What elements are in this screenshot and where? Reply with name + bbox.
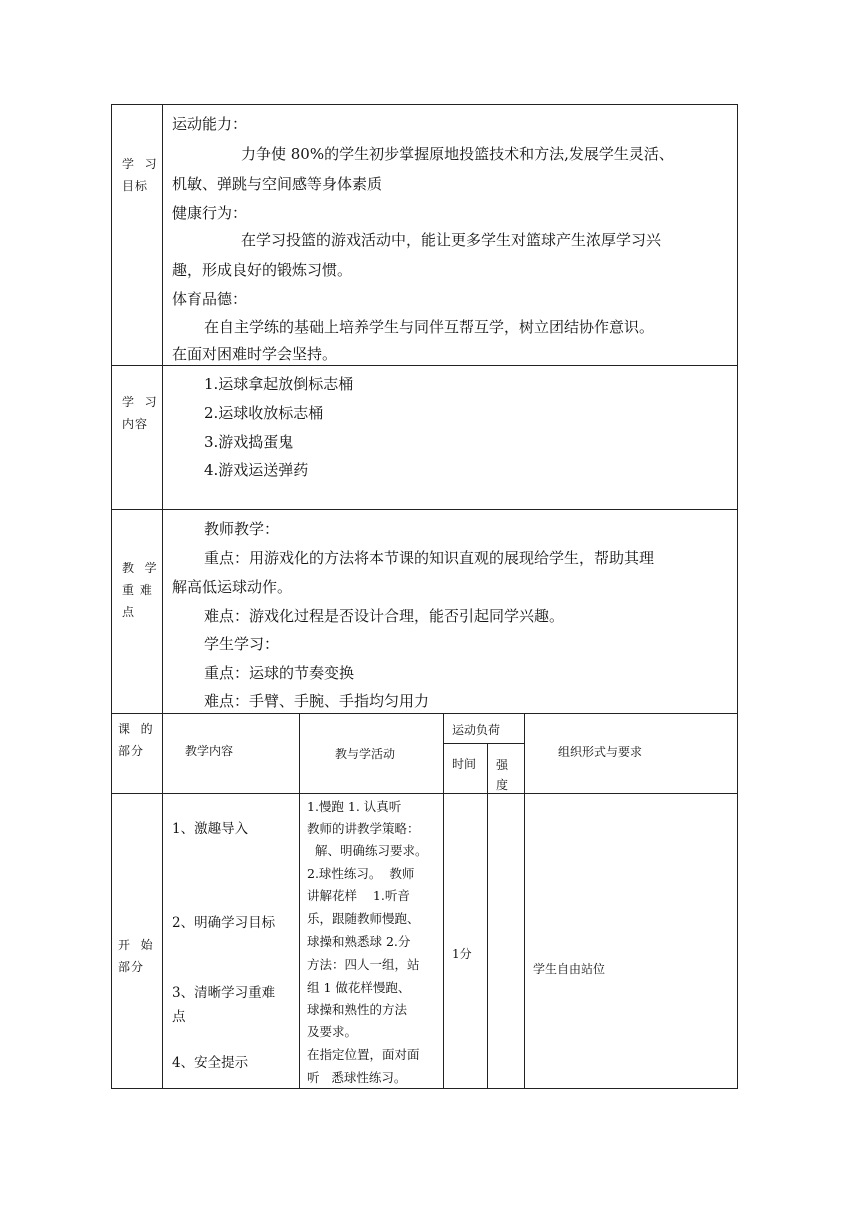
label-line: 教 学 [122, 561, 158, 575]
label-line: 强 [496, 758, 509, 772]
label-line: 学 习 [122, 395, 158, 409]
label-line: 开 始 [118, 938, 154, 952]
activity-line: 1.慢跑 1. 认真听 [307, 799, 402, 814]
activity-line: 教师的讲教学策略： [307, 821, 420, 836]
label-line: 内容 [122, 417, 149, 431]
activity-line: 球操和熟悉球 2.分 [307, 934, 411, 949]
activity-line: 在指定位置，面对面 [307, 1047, 420, 1062]
content-item: 1.运球拿起放倒标志桶 [204, 375, 354, 393]
content-item: 3.游戏捣蛋鬼 [204, 433, 294, 451]
row-org: 学生自由站位 [533, 962, 606, 976]
activity-line: 方法：四人一组，站 [307, 957, 420, 972]
header-load: 运动负荷 [452, 723, 501, 737]
divider [111, 509, 738, 510]
objectives-line: 趣，形成良好的锻炼习惯。 [172, 261, 353, 279]
divider [111, 713, 738, 714]
activity-line: 解、明确练习要求。 [307, 843, 428, 858]
activity-line: 及要求。 [307, 1024, 358, 1039]
objectives-line: 在自主学练的基础上培养学生与同伴互帮互学，树立团结协作意识。 [204, 318, 655, 336]
activity-line: 乐，跟随教师慢跑、 [307, 911, 420, 926]
label-line: 目标 [122, 179, 149, 193]
activity-line: 2.球性练习。 教师 [307, 866, 415, 881]
divider [487, 743, 488, 1089]
activity-line: 球操和熟性的方法 [307, 1002, 408, 1017]
objectives-line: 在学习投篮的游戏活动中，能让更多学生对篮球产生浓厚学习兴 [241, 231, 662, 249]
content-item: 1、激趣导入 [172, 821, 249, 837]
content-item: 4、安全提示 [172, 1055, 249, 1071]
row-part [118, 934, 154, 978]
content-item: 2、明确学习目标 [172, 915, 276, 931]
header-part [118, 718, 154, 762]
content-item: 点 [172, 1009, 186, 1025]
activity-line: 组 1 做花样慢跑、 [307, 980, 411, 995]
content-item: 3、清晰学习重难 [172, 985, 276, 1001]
label-line: 课 的 [118, 722, 154, 736]
content-label [122, 391, 158, 435]
keypoints-line: 解高低运球动作。 [172, 578, 293, 596]
header-content: 教学内容 [185, 744, 234, 758]
activity-line: 讲解花样 1.听音 [307, 888, 410, 903]
content-item: 2.运球收放标志桶 [204, 404, 324, 422]
objectives-line: 运动能力： [172, 115, 248, 133]
divider [299, 713, 300, 1089]
objectives-line: 健康行为： [172, 204, 248, 222]
divider [443, 713, 444, 1089]
keypoints-line: 难点：游戏化过程是否设计合理，能否引起同学兴趣。 [204, 607, 565, 625]
label-line: 度 [496, 778, 509, 792]
keypoints-line: 难点：手臂、手腕、手指均匀用力 [204, 692, 430, 710]
keypoints-line: 教师教学： [204, 520, 280, 538]
objectives-line: 力争使 80%的学生初步掌握原地投篮技术和方法,发展学生灵活、 [241, 145, 674, 163]
label-line: 学 习 [122, 157, 158, 171]
objectives-line: 体育品德： [172, 290, 248, 308]
content-item: 4.游戏运送弹药 [204, 461, 309, 479]
row-time: 1分 [452, 947, 472, 961]
keypoints-label [122, 557, 158, 623]
header-intensity [496, 755, 508, 795]
label-line: 部分 [118, 960, 145, 974]
keypoints-line: 学生学习： [204, 635, 280, 653]
divider [524, 713, 525, 1089]
divider [443, 743, 525, 744]
activity-line: 听 悉球性练习。 [307, 1070, 407, 1085]
label-line: 部分 [118, 744, 145, 758]
header-time: 时间 [452, 757, 477, 771]
header-activity: 教与学活动 [335, 747, 396, 761]
header-org: 组织形式与要求 [558, 745, 643, 759]
divider [111, 793, 738, 794]
keypoints-line: 重点：用游戏化的方法将本节课的知识直观的展现给学生，帮助其理 [204, 549, 655, 567]
objectives-label [122, 153, 158, 197]
keypoints-line: 重点：运球的节奏变换 [204, 664, 355, 682]
objectives-line: 在面对困难时学会坚持。 [172, 345, 338, 363]
label-line: 重 难 [122, 583, 153, 597]
label-line: 点 [122, 605, 136, 619]
divider [111, 365, 738, 366]
divider [162, 104, 163, 1089]
objectives-line: 机敏、弹跳与空间感等身体素质 [172, 175, 383, 193]
